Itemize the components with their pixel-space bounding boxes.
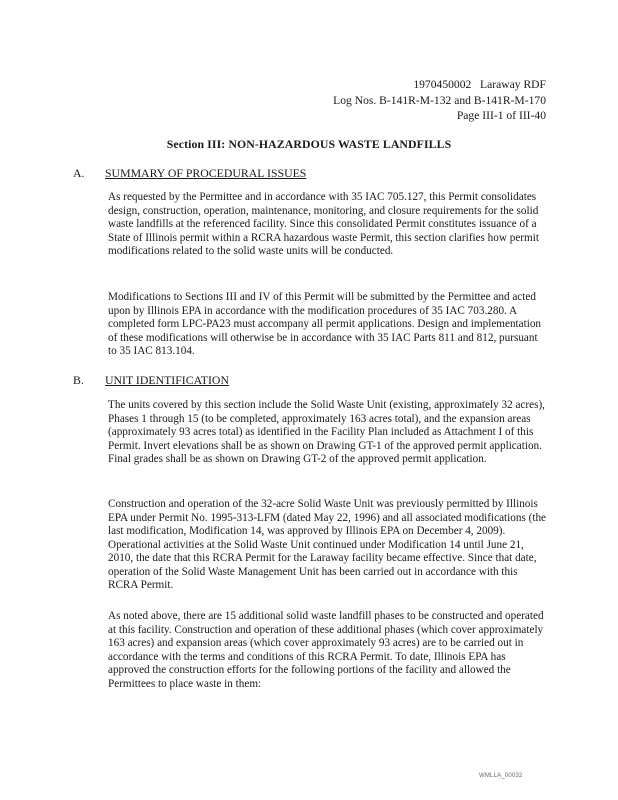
paragraph-a2: Modifications to Sections III and IV of this Permit will be submitted by the Permittee and acted upon by Illinois EPA in accordance with the modification procedures of 35 IAC 703.280. A completed form LPC-PA23 must accompany all permit applications. Design and implementation of these modifications will otherwise be in accordance with 35 IAC Parts 811 and 812, pursuant to 35 IAC 813.104. <box>108 291 542 357</box>
paragraph-b1: The units covered by this section include the Solid Waste Unit (existing, approximately 32 acres), Phases 1 through 15 (to be completed, approximately 163 acres total), and the expansion areas (approximately 93 acres total) as identified in the Facility Plan included as Attachment I of this Permit. Invert elevations shall be as shown on Drawing GT-1 of the approved permit application. Final grades shall be as shown on Drawing GT-2 of the approved permit application. <box>108 399 545 465</box>
subheading-b-title: UNIT IDENTIFICATION <box>105 373 229 387</box>
paragraph-a1: As requested by the Permittee and in accordance with 35 IAC 705.127, this Permit consolidates design, construction, operation, maintenance, monitoring, and closure requirements for the solid waste landfills at the referenced facility. Since this consolidated Permit constitutes issuance of a State of Illinois permit within a RCRA hazardous waste Permit, this section clarifies how permit modifications related to the solid waste units will be conducted. <box>108 191 539 257</box>
subheading-b <box>73 373 229 388</box>
bates-stamp: WMLLA_00032 <box>479 773 523 779</box>
subheading-a-title: SUMMARY OF PROCEDURAL ISSUES <box>105 166 307 180</box>
subheading-a-letter: A. <box>73 166 85 180</box>
paragraph-b3: As noted above, there are 15 additional solid waste landfill phases to be constructed and operated at this facility. Construction and operation of these additional phases (which cover approximately 163 acres) and expansion areas (which cover approximately 93 acres) are to be carried out in accordance with the terms and conditions of this RCRA Permit. To date, Illinois EPA has approved the construction efforts for the following portions of the facility and allowed the Permittees to place waste in them: <box>108 610 544 690</box>
paragraph-b2: Construction and operation of the 32-acre Solid Waste Unit was previously permitted by Illinois EPA under Permit No. 1995-313-LFM (dated May 22, 1996) and all associated modifications (the last modification, Modification 14, was approved by Illinois EPA on December 4, 2009). Operational activities at the Solid Waste Unit continued under Modification 14 until June 21, 2010, the date that this RCRA Permit for the Laraway facility became effective. Since that date, operation of the Solid Waste Management Unit has been carried out in accordance with this RCRA Permit. <box>108 498 546 591</box>
section-title: Section III: NON-HAZARDOUS WASTE LANDFILLS <box>166 137 452 151</box>
document-header <box>333 77 546 124</box>
log-numbers-line: Log Nos. B-141R-M-132 and B-141R-M-170 <box>333 93 546 107</box>
facility-id-line: 1970450002 Laraway RDF <box>413 78 546 91</box>
subheading-b-letter: B. <box>73 373 84 387</box>
page-number-line: Page III-1 of III-40 <box>456 109 546 122</box>
subheading-a <box>73 166 306 181</box>
